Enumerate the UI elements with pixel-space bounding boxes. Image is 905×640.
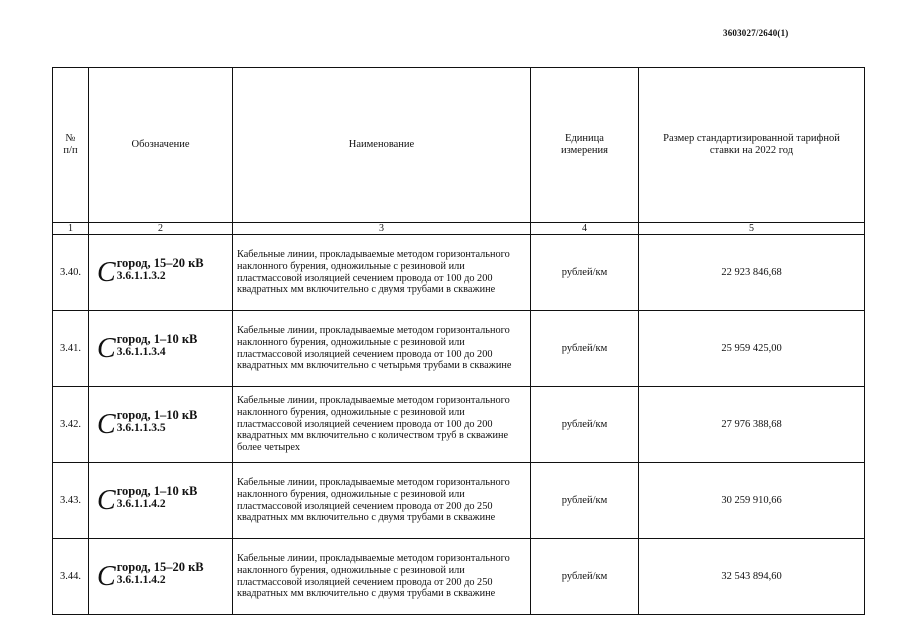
designation-subscript: 3.6.1.1.3.2: [116, 270, 166, 283]
header-designation: Обозначение: [89, 68, 233, 223]
header-row: [53, 68, 865, 223]
document-id: 3603027/2640(1): [723, 28, 789, 38]
row-rate: 25 959 425,00: [639, 311, 865, 387]
designation-cell: [89, 235, 233, 311]
row-number: 3.40.: [53, 235, 89, 311]
designation-cell: [89, 539, 233, 615]
designation-superscript: город, 1–10 кВ: [116, 483, 198, 498]
designation-superscript: город, 1–10 кВ: [116, 407, 198, 422]
row-unit: рублей/км: [531, 235, 639, 311]
header-row-number: [53, 68, 89, 223]
designation-cell: [89, 387, 233, 463]
row-name: Кабельные линии, прокладываемые методом горизонтального наклонного бурения, одножильные с резиновой или пластмассовой изоляцией сечением провода от 200 до 250 квадратных мм включительно с двумя трубами в скважине: [233, 539, 531, 615]
column-index: 3: [233, 223, 531, 235]
designation-subscript: 3.6.1.1.3.5: [116, 422, 166, 435]
row-unit: рублей/км: [531, 539, 639, 615]
column-index: 1: [53, 223, 89, 235]
table-row: [53, 539, 865, 615]
table-row: [53, 463, 865, 539]
tariff-designation: [97, 407, 198, 440]
column-index-row: [53, 223, 865, 235]
row-rate: 32 543 894,60: [639, 539, 865, 615]
designation-cell: [89, 463, 233, 539]
designation-subscript: 3.6.1.1.4.2: [116, 498, 166, 511]
column-index: 4: [531, 223, 639, 235]
row-rate: 30 259 910,66: [639, 463, 865, 539]
row-number: 3.42.: [53, 387, 89, 463]
row-name: Кабельные линии, прокладываемые методом горизонтального наклонного бурения, одножильные с резиновой или пластмассовой изоляцией сечением провода от 100 до 200 квадратных мм включительно с четырьмя трубами в скважине: [233, 311, 531, 387]
designation-superscript: город, 1–10 кВ: [116, 331, 198, 346]
designation-superscript: город, 15–20 кВ: [116, 559, 204, 574]
tariff-designation: [97, 255, 204, 288]
row-rate: 27 976 388,68: [639, 387, 865, 463]
designation-superscript: город, 15–20 кВ: [116, 255, 204, 270]
designation-cell: [89, 311, 233, 387]
tariff-table: [52, 67, 865, 615]
header-row-number-line1: №: [65, 133, 76, 145]
header-rate-line2: ставки на 2022 год: [709, 145, 794, 156]
row-name: Кабельные линии, прокладываемые методом горизонтального наклонного бурения, одножильные с резиновой или пластмассовой изоляцией сечением провода от 100 до 200 квадратных мм включительно с количеством труб в скважине более четырех: [233, 387, 531, 463]
row-number: 3.44.: [53, 539, 89, 615]
row-unit: рублей/км: [531, 387, 639, 463]
row-number: 3.41.: [53, 311, 89, 387]
header-rate: [639, 68, 865, 223]
row-unit: рублей/км: [531, 463, 639, 539]
header-unit-line2: измерения: [561, 145, 608, 156]
table-row: [53, 235, 865, 311]
tariff-designation: [97, 483, 198, 516]
designation-symbol: C: [97, 484, 116, 516]
table-row: [53, 387, 865, 463]
header-rate-line1: Размер стандартизированной тарифной: [663, 133, 840, 145]
designation-subscript: 3.6.1.1.4.2: [116, 574, 166, 587]
row-unit: рублей/км: [531, 311, 639, 387]
header-unit: [531, 68, 639, 223]
row-rate: 22 923 846,68: [639, 235, 865, 311]
designation-subscript: 3.6.1.1.3.4: [116, 346, 166, 359]
row-name: Кабельные линии, прокладываемые методом горизонтального наклонного бурения, одножильные с резиновой или пластмассовой изоляцией сечением провода от 100 до 200 квадратных мм включительно с двумя трубами в скважине: [233, 235, 531, 311]
header-name: Наименование: [233, 68, 531, 223]
designation-symbol: C: [97, 256, 116, 288]
row-number: 3.43.: [53, 463, 89, 539]
tariff-designation: [97, 331, 198, 364]
designation-symbol: C: [97, 332, 116, 364]
column-index: 2: [89, 223, 233, 235]
column-index: 5: [639, 223, 865, 235]
designation-symbol: C: [97, 560, 116, 592]
tariff-designation: [97, 559, 204, 592]
table-row: [53, 311, 865, 387]
header-unit-line1: Единица: [565, 133, 604, 145]
designation-symbol: C: [97, 408, 116, 440]
row-name: Кабельные линии, прокладываемые методом горизонтального наклонного бурения, одножильные с резиновой или пластмассовой изоляцией сечением провода от 200 до 250 квадратных мм включительно с двумя трубами в скважине: [233, 463, 531, 539]
header-row-number-line2: п/п: [63, 145, 78, 156]
